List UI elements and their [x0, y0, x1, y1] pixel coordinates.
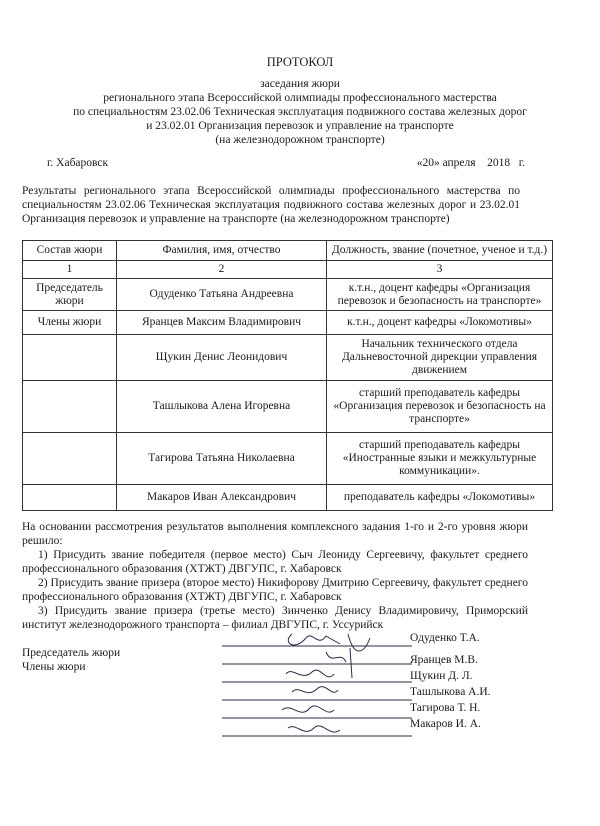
jury-role: [23, 433, 117, 485]
header-line: регионального этапа Всероссийской олимпиады профессионального мастерства: [103, 92, 497, 104]
signature-name: Ташлыкова А.И.: [410, 686, 491, 698]
signature-scribble: [326, 648, 352, 678]
signature-name: Яранцев М.В.: [410, 654, 478, 666]
header-line: (на железнодорожном транспорте): [215, 134, 385, 146]
jury-name: Ташлыкова Алена Игоревна: [117, 381, 327, 433]
jury-name: Щукин Денис Леонидович: [117, 335, 327, 381]
signature-labels: [22, 646, 120, 674]
signature-scribble: [282, 706, 334, 712]
decision-section: [22, 520, 528, 632]
jury-position: старший преподаватель кафедры «Организация перевозок и безопасность на транспорте»: [327, 381, 553, 433]
decision-item: 3) Присудить звание призера (третье место) Зинченко Денису Владимировичу, Приморский институт железнодорожного транспорта – филиал ДВГУПС, г. Уссурийск: [22, 605, 528, 631]
chair-label: Председатель жюри: [22, 647, 121, 659]
jury-table: [22, 240, 553, 511]
jury-role: [23, 381, 117, 433]
handwritten-signatures: [222, 630, 412, 750]
table-row: [23, 381, 553, 433]
jury-name: Яранцев Максим Владимирович: [117, 311, 327, 335]
table-row: [23, 433, 553, 485]
table-header-row: [23, 241, 553, 261]
signature-name: Макаров И. А.: [410, 718, 481, 730]
table-number-row: [23, 261, 553, 279]
table-row: [23, 311, 553, 335]
decision-lead: На основании рассмотрения результатов выполнения комплексного задания 1-го и 2-го уровня жюри решило:: [22, 521, 528, 547]
city: г. Хабаровск: [47, 157, 109, 169]
jury-position: к.т.н., доцент кафедры «Организация перевозок и безопасность на транспорте»: [327, 279, 553, 311]
column-number: 2: [117, 261, 327, 279]
signature-scribble: [288, 726, 340, 732]
document-title: ПРОТОКОЛ: [266, 55, 334, 69]
decision-item: 2) Присудить звание призера (второе место) Никифорову Дмитрию Сергеевичу, факультет среднего профессионального образования (ХТЖТ) ДВГУПС, г. Хабаровск: [22, 577, 528, 603]
header-line: заседания жюри: [260, 78, 340, 90]
jury-role: [23, 335, 117, 381]
signature-scribble: [288, 634, 370, 651]
signature-scribble: [292, 687, 338, 693]
members-label: Члены жюри: [22, 661, 86, 673]
jury-name: Макаров Иван Александрович: [117, 485, 327, 511]
column-header: Состав жюри: [23, 241, 117, 261]
jury-position: преподаватель кафедры «Локомотивы»: [327, 485, 553, 511]
column-header: Фамилия, имя, отчество: [117, 241, 327, 261]
column-number: 3: [327, 261, 553, 279]
table-row: [23, 335, 553, 381]
table-row: [23, 485, 553, 511]
header-line: по специальностям 23.02.06 Техническая эксплуатация подвижного состава железных дорог: [73, 106, 527, 118]
signature-names: [410, 630, 491, 732]
jury-position: Начальник технического отдела Дальневосточной дирекции управления движением: [327, 335, 553, 381]
header-line: и 23.02.01 Организация перевозок и управление на транспорте: [146, 120, 454, 132]
jury-position: к.т.н., доцент кафедры «Локомотивы»: [327, 311, 553, 335]
decision-item: 1) Присудить звание победителя (первое место) Сыч Леониду Сергеевичу, факультет среднего профессионального образования (ХТЖТ) ДВГУПС, г. Хабаровск: [22, 549, 528, 575]
signature-name: Щукин Д. Л.: [410, 670, 473, 682]
signature-name: Одуденко Т.А.: [410, 632, 480, 644]
jury-role: Председатель жюри: [23, 279, 117, 311]
jury-position: старший преподаватель кафедры «Иностранные языки и межкультурные коммуникации».: [327, 433, 553, 485]
date: «20» апреля 2018 г.: [416, 157, 525, 169]
document-header: [40, 77, 560, 147]
column-header: Должность, звание (почетное, ученое и т.д.): [327, 241, 553, 261]
column-number: 1: [23, 261, 117, 279]
jury-role: [23, 485, 117, 511]
table-row: [23, 279, 553, 311]
intro-paragraph: Результаты регионального этапа Всероссийской олимпиады профессионального мастерства по специальностям 23.02.06 Техническая эксплуатация подвижного состава железных дорог и 23.02.01 Организация перевозок и управление на транспорте (на железнодорожном транспорте): [22, 185, 520, 225]
jury-name: Одуденко Татьяна Андреевна: [117, 279, 327, 311]
signatures-block: [22, 630, 582, 750]
jury-role: Члены жюри: [23, 311, 117, 335]
signature-scribble: [286, 670, 334, 677]
jury-name: Тагирова Татьяна Николаевна: [117, 433, 327, 485]
signature-name: Тагирова Т. Н.: [410, 702, 481, 714]
